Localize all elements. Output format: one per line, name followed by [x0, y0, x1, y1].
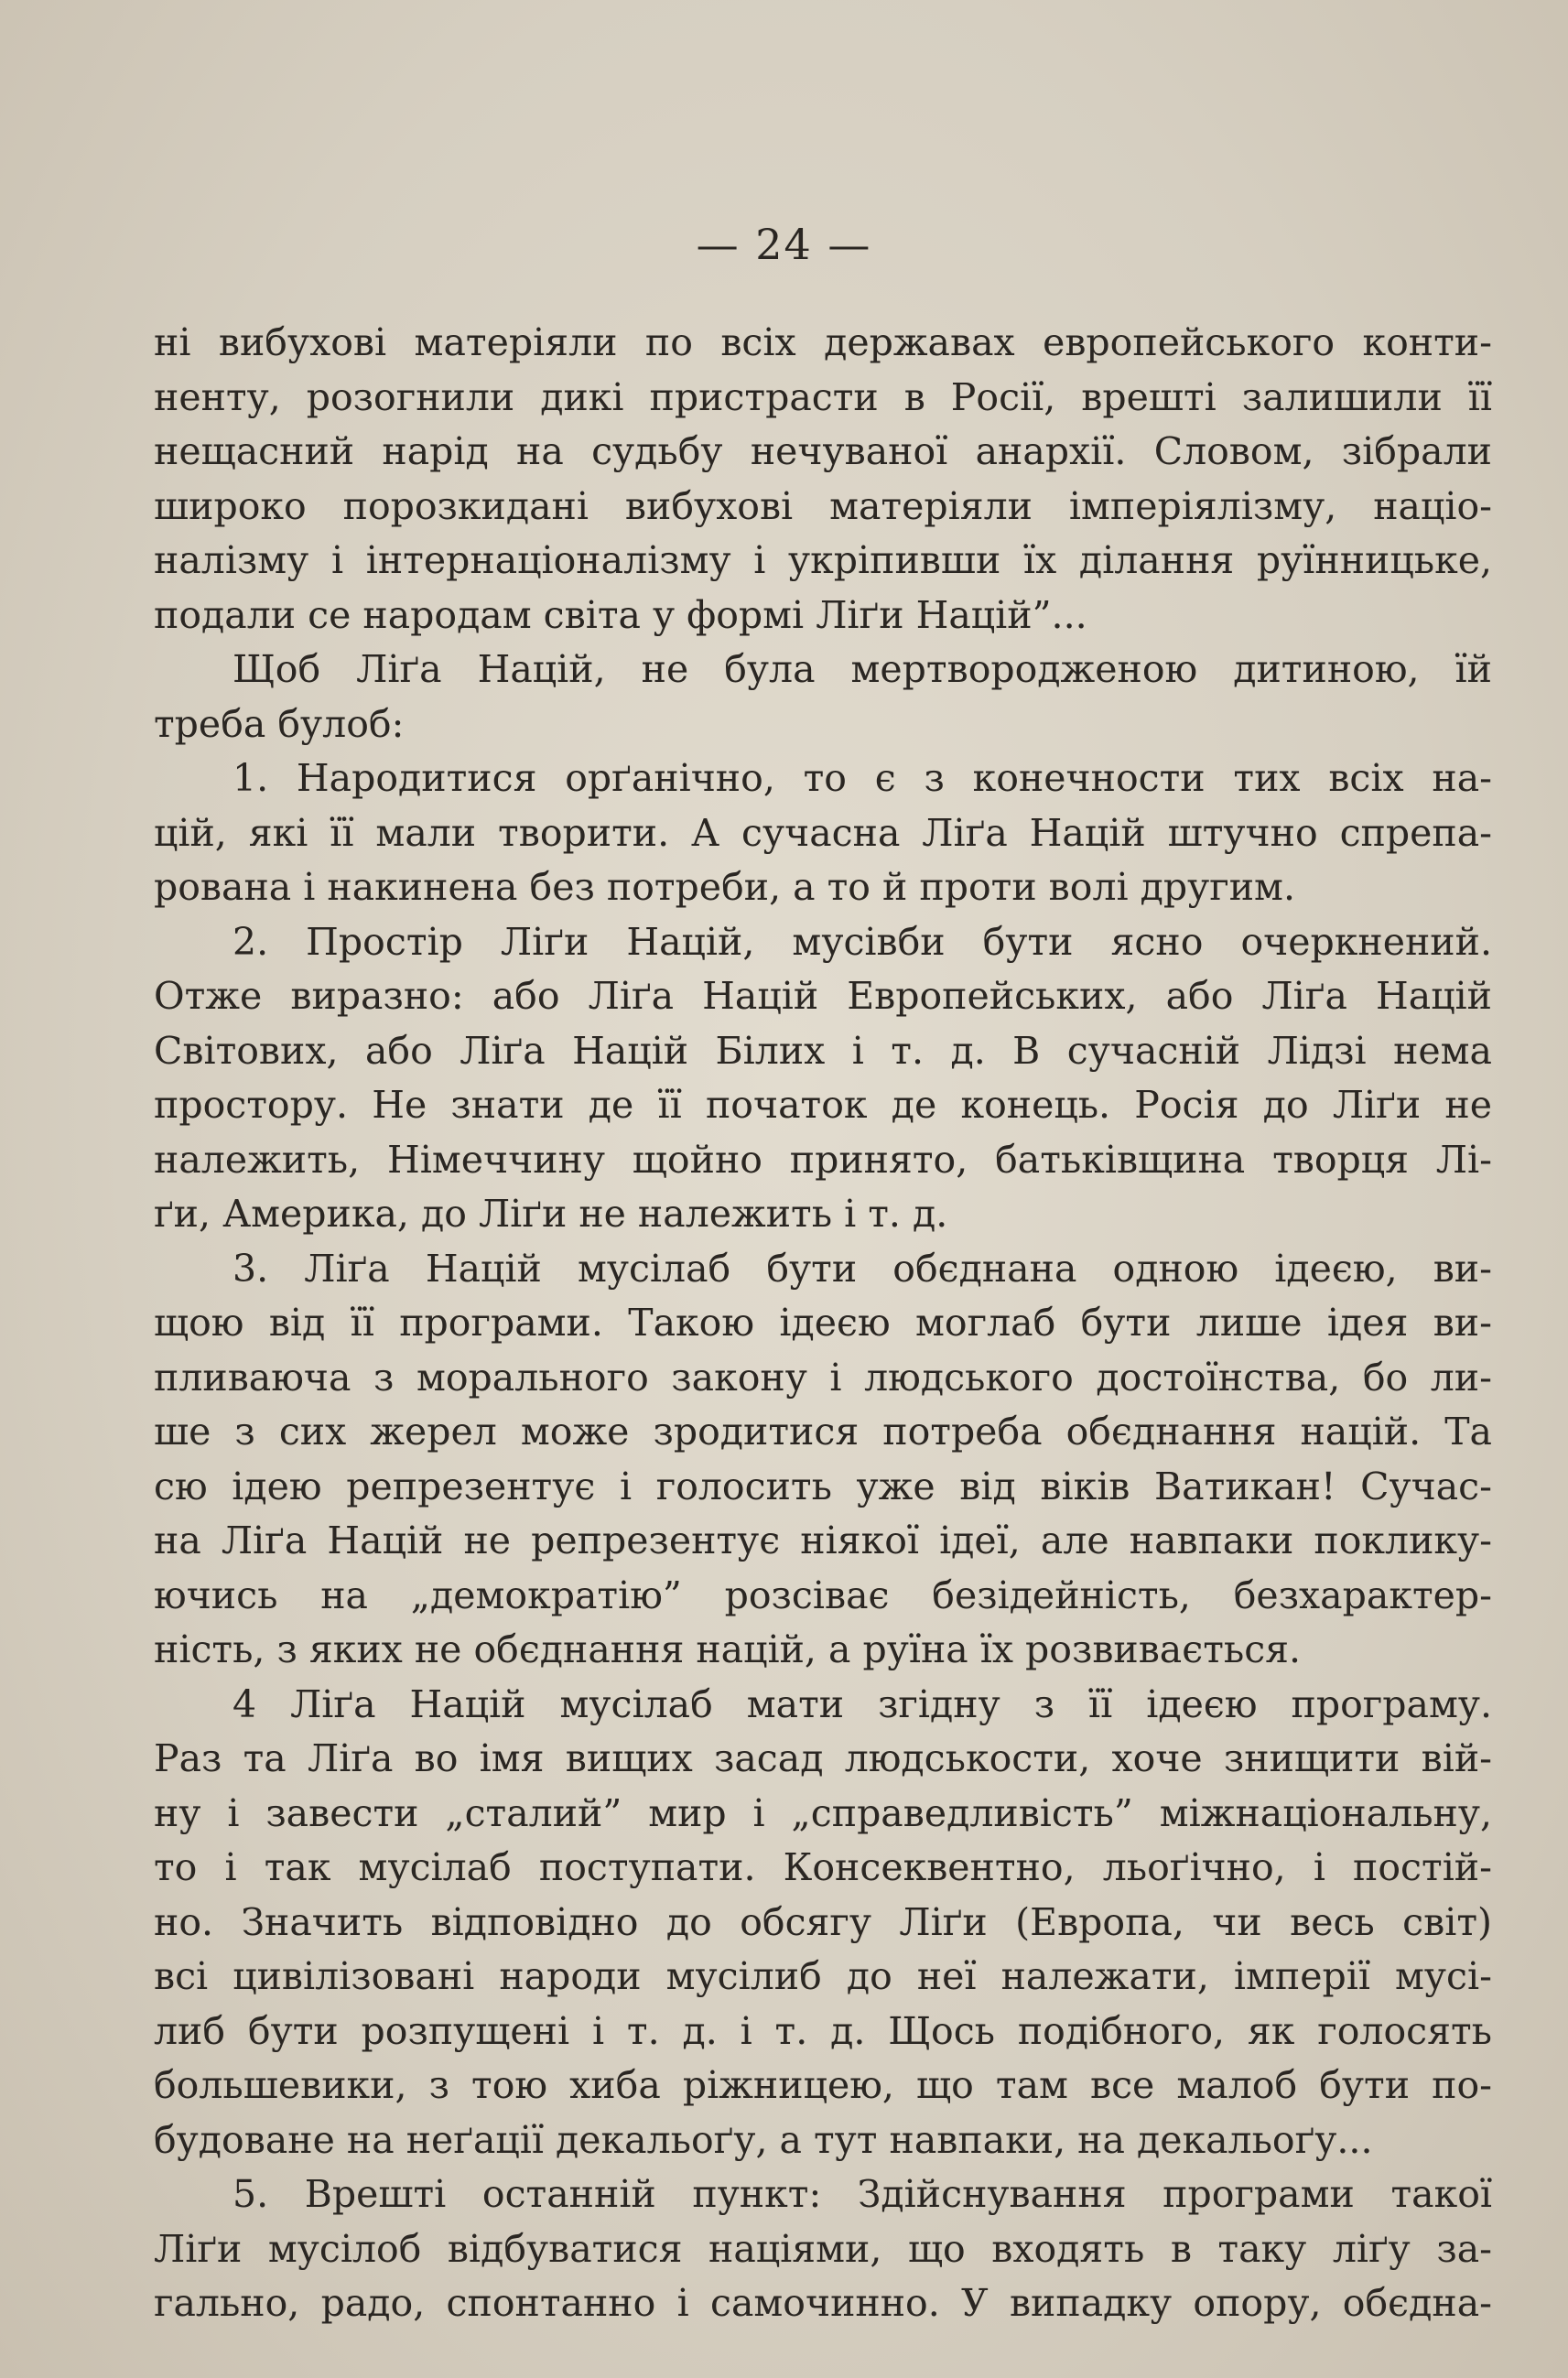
text-line: щою від її програми. Такою ідеєю моглаб бути лише ідея ви- [154, 1301, 1492, 1345]
text-line: цій, які її мали творити. А сучасна Ліґа Націй штучно спрепа- [154, 810, 1492, 855]
text-line: 2. Простір Ліґи Націй, мусівби бути ясно очеркнений. [232, 919, 1492, 964]
text-line: Щоб Ліґа Націй, не була мертвородженою дитиною, їй [232, 647, 1492, 691]
text-line: пливаюча з морального закону і людського достоїнства, бо ли- [154, 1355, 1492, 1400]
text-line: на Ліґа Націй не репрезентує ніякої ідеї, але навпаки поклику- [154, 1519, 1492, 1562]
text-line: 5. Врешті останній пункт: Здійснування програми такої [232, 2172, 1492, 2216]
text-line: ненту, розогнили дикі пристрасти в Росії, врешті залишили її [154, 374, 1492, 419]
text-line: 4 Ліґа Націй мусілаб мати згідну з її ідеєю програму. [232, 1681, 1492, 1726]
text-line: подали се народам світа у формі Ліґи Націй”... [154, 592, 1087, 637]
text-line: сю ідею репрезентує і голосить уже від віків Ватикан! Сучас- [154, 1464, 1492, 1508]
text-line: налізму і інтернаціоналізму і укріпивши їх ділання руїнницьке, [154, 538, 1492, 582]
text-line: большевики, з тою хиба ріжницею, що там все малоб бути по- [154, 2063, 1492, 2107]
page-number: — 24 — [696, 220, 872, 269]
text-line: ність, з яких не обєднання націй, а руїна їх розвивається. [154, 1627, 1302, 1671]
text-line: то і так мусілаб поступати. Консеквентно, льоґічно, і постій- [154, 1845, 1492, 1889]
text-line: ше з сих жерел може зродитися потреба обєднання націй. Та [154, 1410, 1492, 1454]
text-line: Світових, або Ліґа Націй Білих і т. д. В сучасній Лідзі нема [154, 1028, 1492, 1073]
text-line: ючись на „демократію” розсіває безідейність, безхарактер- [154, 1573, 1492, 1617]
text-line: широко порозкидані вибухові матеріяли імперіялізму, націо- [154, 483, 1492, 528]
text-line: всі цивілізовані народи мусілиб до неї належати, імперії мусі- [154, 1954, 1492, 1998]
text-line: простору. Не знати де її початок де конець. Росія до Ліґи не [154, 1083, 1492, 1127]
text-line: рована і накинена без потреби, а то й проти волі другим. [154, 865, 1295, 909]
text-line: будоване на неґації декальоґу, а тут навпаки, на декальоґу... [154, 2117, 1373, 2162]
text-line: Ліґи мусілоб відбуватися націями, що входять в таку ліґу за- [154, 2226, 1492, 2271]
text-line: но. Значить відповідно до обсягу Ліґи (Европа, чи весь світ) [154, 1899, 1492, 1944]
text-line: либ бути розпущені і т. д. і т. д. Щось подібного, як голосять [154, 2008, 1492, 2053]
text-line: нещасний нарід на судьбу нечуваної анархії. Словом, зібрали [154, 429, 1492, 473]
text-line: 3. Ліґа Націй мусілаб бути обєднана одною ідеєю, ви- [232, 1246, 1492, 1291]
text-line: Отже виразно: або Ліґа Націй Европейських, або Ліґа Націй [154, 974, 1492, 1018]
text-line: ні вибухові матеріяли по всіх державах европейського конти- [154, 320, 1492, 364]
text-line: належить, Німеччину щойно принято, батьківщина творця Лі- [154, 1137, 1492, 1182]
text-line: треба булоб: [154, 701, 405, 746]
text-line: ґи, Америка, до Ліґи не належить і т. д. [154, 1192, 948, 1236]
text-line: 1. Народитися орґанічно, то є з конечности тих всіх на- [232, 756, 1492, 800]
body-text [154, 316, 1492, 2331]
text-line: ну і завести „сталий” мир і „справедливість” міжнаціональну, [154, 1790, 1492, 1835]
text-line: Раз та Ліґа во імя вищих засад людськости, хоче знищити вій- [154, 1736, 1492, 1780]
text-line: гально, радо, спонтанно і самочинно. У випадку опору, обєдна- [154, 2281, 1492, 2325]
